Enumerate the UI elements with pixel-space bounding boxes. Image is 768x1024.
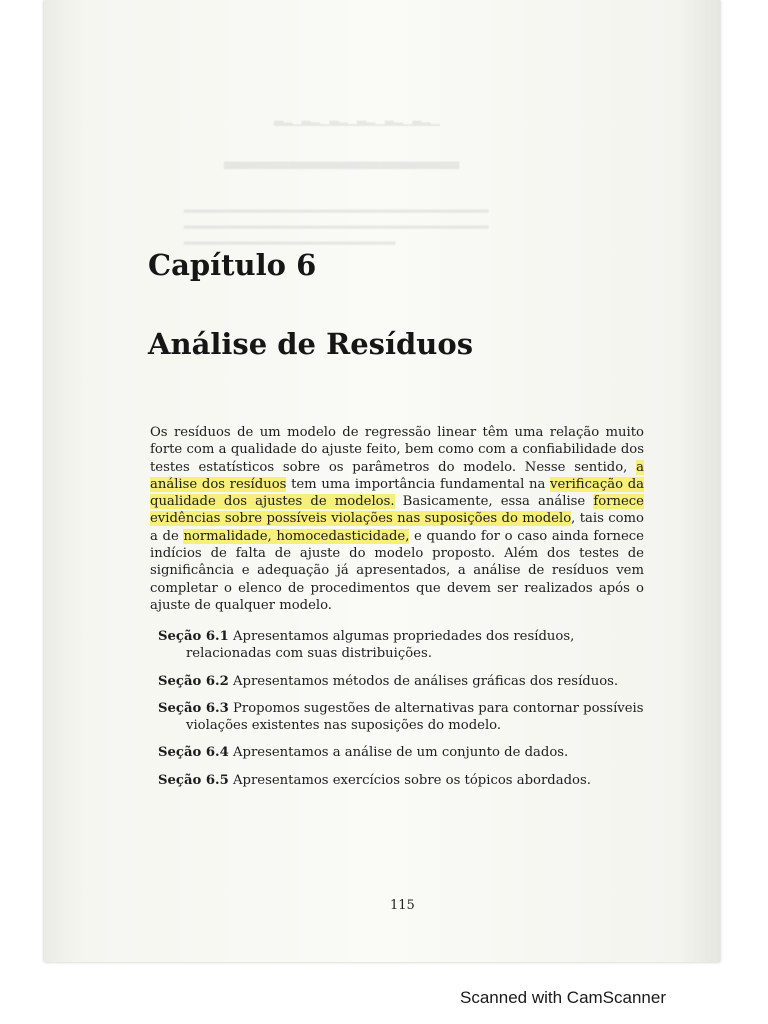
section-description: Apresentamos a análise de um conjunto de dados. — [233, 745, 569, 761]
bleed-through-section: ▃▃▃▃▃▃▃▃▃▃▃▃▃▃▃▃▃▃ — [224, 150, 460, 170]
section-item — [158, 673, 644, 690]
highlighted-text: fornece evidências sobre possíveis violações nas suposições do modelo — [150, 494, 644, 527]
section-item — [158, 744, 644, 761]
section-item — [158, 772, 644, 789]
bleed-through-lines: ▂▂▂▂▂▂▂▂▂▂▂▂▂▂▂▂▂▂▂▂▂▂▂▂▂ — [184, 232, 396, 245]
intro-text: tem uma importância fundamental na — [286, 476, 551, 492]
section-description: Propomos sugestões de alternativas para contornar possíveis violações existentes nas suposições do modelo. — [186, 700, 644, 734]
section-item — [158, 628, 644, 663]
section-list — [158, 628, 644, 799]
chapter-label: Capítulo 6 — [148, 248, 317, 282]
highlighted-text: a análise dos resíduos — [150, 459, 644, 492]
section-label: Seção 6.2 — [158, 673, 229, 689]
section-description: Apresentamos métodos de análises gráficas dos resíduos. — [233, 673, 619, 689]
bleed-through-header: ▁▂▃▁▂▃▁▂▃▁▂▃▁▂▃▁▂▃ — [274, 112, 441, 126]
intro-text: Basicamente, essa análise — [394, 494, 594, 510]
section-label: Seção 6.3 — [158, 700, 229, 716]
section-description: Apresentamos exercícios sobre os tópicos abordados. — [233, 772, 591, 788]
section-description: Apresentamos algumas propriedades dos resíduos, relacionadas com suas distribuições. — [186, 629, 575, 662]
highlighted-text: normalidade, homocedasticidade, — [183, 528, 410, 544]
section-item — [158, 700, 644, 735]
intro-text: , tais como a de — [150, 511, 644, 544]
section-label: Seção 6.5 — [158, 772, 229, 788]
section-label: Seção 6.1 — [158, 629, 229, 644]
page-number: 115 — [390, 898, 415, 913]
section-label: Seção 6.4 — [158, 745, 229, 761]
intro-paragraph — [150, 424, 644, 614]
chapter-title: Análise de Resíduos — [148, 327, 474, 361]
camscanner-footer: Scanned with CamScanner — [460, 988, 667, 1007]
bleed-through-lines: ▂▂▂▂▂▂▂▂▂▂▂▂▂▂▂▂▂▂▂▂▂▂▂▂▂▂▂▂▂▂▂▂▂▂▂▂ — [184, 216, 489, 229]
intro-text: e quando for o caso ainda fornece indícios de falta de ajuste do modelo proposto. Além dos testes de significância e adequação já apresentados, a análise de resíduos vem completar o elenco de procedimentos que devem ser realizados após o ajuste de qualquer modelo. — [150, 528, 644, 613]
bleed-through-lines: ▂▂▂▂▂▂▂▂▂▂▂▂▂▂▂▂▂▂▂▂▂▂▂▂▂▂▂▂▂▂▂▂▂▂▂▂ — [184, 200, 489, 213]
highlighted-text: verificação da qualidade dos ajustes de modelos. — [150, 476, 644, 510]
intro-text: Os resíduos de um modelo de regressão linear têm uma relação muito forte com a qualidade do ajuste feito, bem como com a confiabilidade dos testes estatísticos sobre os parâmetros do modelo. Nesse sentido, — [150, 425, 644, 475]
